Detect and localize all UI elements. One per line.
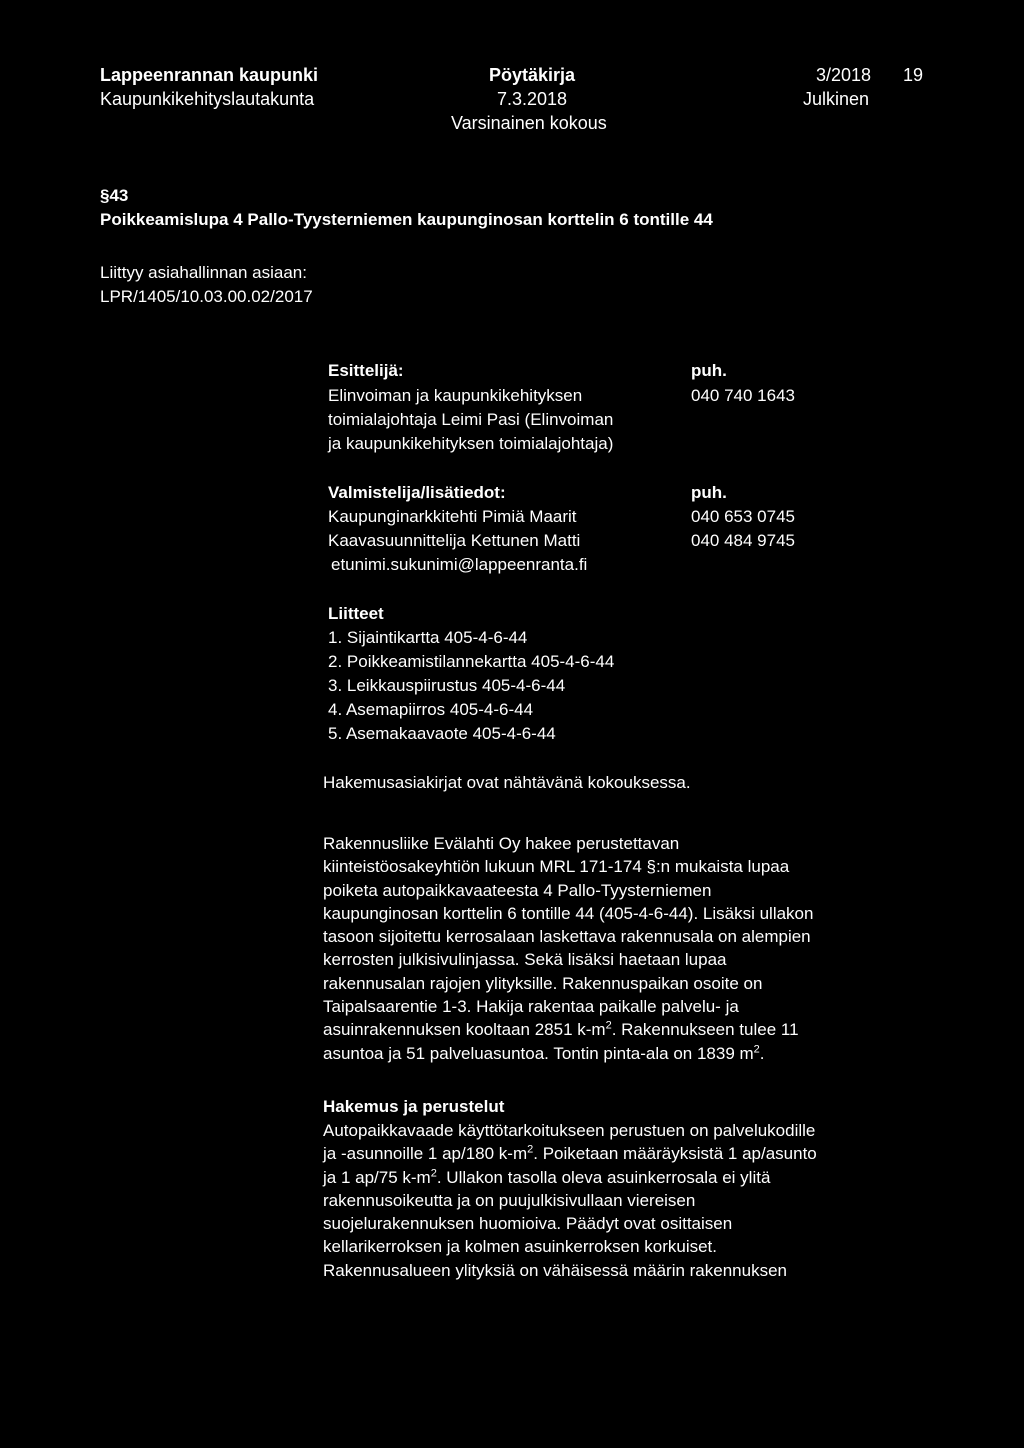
section-title: Poikkeamislupa 4 Pallo-Tyysterniemen kaupunginosan korttelin 6 tontille 44 xyxy=(100,210,713,229)
preparer-phone: 040 653 0745 xyxy=(691,507,795,526)
preparer-name: Kaavasuunnittelija Kettunen Matti xyxy=(328,531,581,550)
body-line: Rakennusliike Evälahti Oy hakee perustettavan xyxy=(323,834,680,853)
related-label: Liittyy asiahallinnan asiaan: xyxy=(100,263,307,282)
section-number: §43 xyxy=(100,186,129,205)
header-org: Lappeenrannan kaupunki xyxy=(100,65,319,85)
header-doctype: Pöytäkirja xyxy=(489,65,576,85)
body-line: Rakennusalueen ylityksiä on vähäisessä määrin rakennuksen xyxy=(323,1260,787,1280)
body-paragraph-2 xyxy=(323,1119,963,1282)
body-line: asuinrakennuksen kooltaan 2851 $k-m^2$. Rakennukseen tulee 11 xyxy=(323,1019,799,1040)
preparers-heading: Valmistelija/lisätiedot: xyxy=(328,483,506,502)
preparer-email: etunimi.sukunimi@lappeenranta.fi xyxy=(331,555,588,574)
body-line: poiketa autopaikkavaateesta 4 Pallo-Tyysterniemen xyxy=(323,880,712,900)
related-id: LPR/1405/10.03.00.02/2017 xyxy=(100,287,313,306)
body-line: rakennusoikeutta ja on puujulkisivullaan viereisen xyxy=(323,1190,696,1210)
section-subheading: Hakemus ja perustelut xyxy=(323,1097,505,1116)
header-meeting: Varsinainen kokous xyxy=(451,113,607,133)
body-line: kaupunginosan korttelin 6 tontille 44 (405-4-6-44). Lisäksi ullakon xyxy=(323,903,814,923)
body-line: suojelurakennuksen huomioiva. Päädyt ovat osittaisen xyxy=(323,1214,733,1234)
presenter-line: ja kaupunkikehityksen toimialajohtaja) xyxy=(328,434,614,453)
presenter-phone-heading: puh. xyxy=(691,361,727,380)
header-visibility: Julkinen xyxy=(803,89,870,109)
body-line: Autopaikkavaade käyttötarkoitukseen perustuen on palvelukodille xyxy=(323,1121,816,1140)
body-line: ja -asunnoille 1 ap/180 $k-m^2$. Poiketaan määräyksistä 1 ap/asunto xyxy=(323,1143,817,1164)
attachments-note: Hakemusasiakirjat ovat nähtävänä kokouksessa. xyxy=(323,773,691,792)
body-line: kellarikerroksen ja kolmen asuinkerroksen korkuiset. xyxy=(323,1237,717,1257)
header-date: 7.3.2018 xyxy=(497,89,568,109)
presenter-phone: 040 740 1643 xyxy=(691,386,795,405)
body-paragraph-1 xyxy=(323,832,963,1065)
preparers-phone-heading: puh. xyxy=(691,483,727,502)
body-line: rakennusalan rajojen ylityksille. Rakennuspaikan osoite on xyxy=(323,973,763,993)
presenter-line: toimialajohtaja Leimi Pasi (Elinvoiman xyxy=(328,410,614,429)
header-page: 19 xyxy=(903,65,924,85)
preparer-phone: 040 484 9745 xyxy=(691,531,795,550)
attachment-item: 5. Asemakaavaote 405-4-6-44 xyxy=(328,724,556,743)
presenter-line: Elinvoiman ja kaupunkikehityksen xyxy=(328,386,583,405)
attachment-item: 1. Sijaintikartta 405-4-6-44 xyxy=(328,628,528,647)
body-line: kiinteistöosakeyhtiön lukuun MRL 171-174 §:n mukaista lupaa xyxy=(323,857,790,877)
presenter-heading: Esittelijä: xyxy=(328,361,404,380)
body-line: ja 1 ap/75 $k-m^2$. Ullakon tasolla oleva asuinkerrosala ei ylitä xyxy=(323,1166,771,1187)
body-line: tasoon sijoitettu kerrosalaan laskettava rakennusala on alempien xyxy=(323,927,811,947)
body-line: Taipalsaarentie 1-3. Hakija rakentaa paikalle palvelu- ja xyxy=(323,997,739,1017)
body-line: asuntoa ja 51 palveluasuntoa. Tontin pinta-ala on 1839 $m^2$. xyxy=(323,1043,765,1063)
preparer-name: Kaupunginarkkitehti Pimiä Maarit xyxy=(328,507,577,526)
body-line: kerrosten julkisivulinjassa. Sekä lisäksi haetaan lupaa xyxy=(323,950,727,970)
header-number: 3/2018 xyxy=(816,65,872,85)
attachments-heading: Liitteet xyxy=(328,604,384,623)
attachment-item: 3. Leikkauspiirustus 405-4-6-44 xyxy=(328,676,566,695)
attachment-item: 4. Asemapiirros 405-4-6-44 xyxy=(328,700,534,719)
header-committee: Kaupunkikehityslautakunta xyxy=(100,89,315,109)
attachment-item: 2. Poikkeamistilannekartta 405-4-6-44 xyxy=(328,652,615,671)
